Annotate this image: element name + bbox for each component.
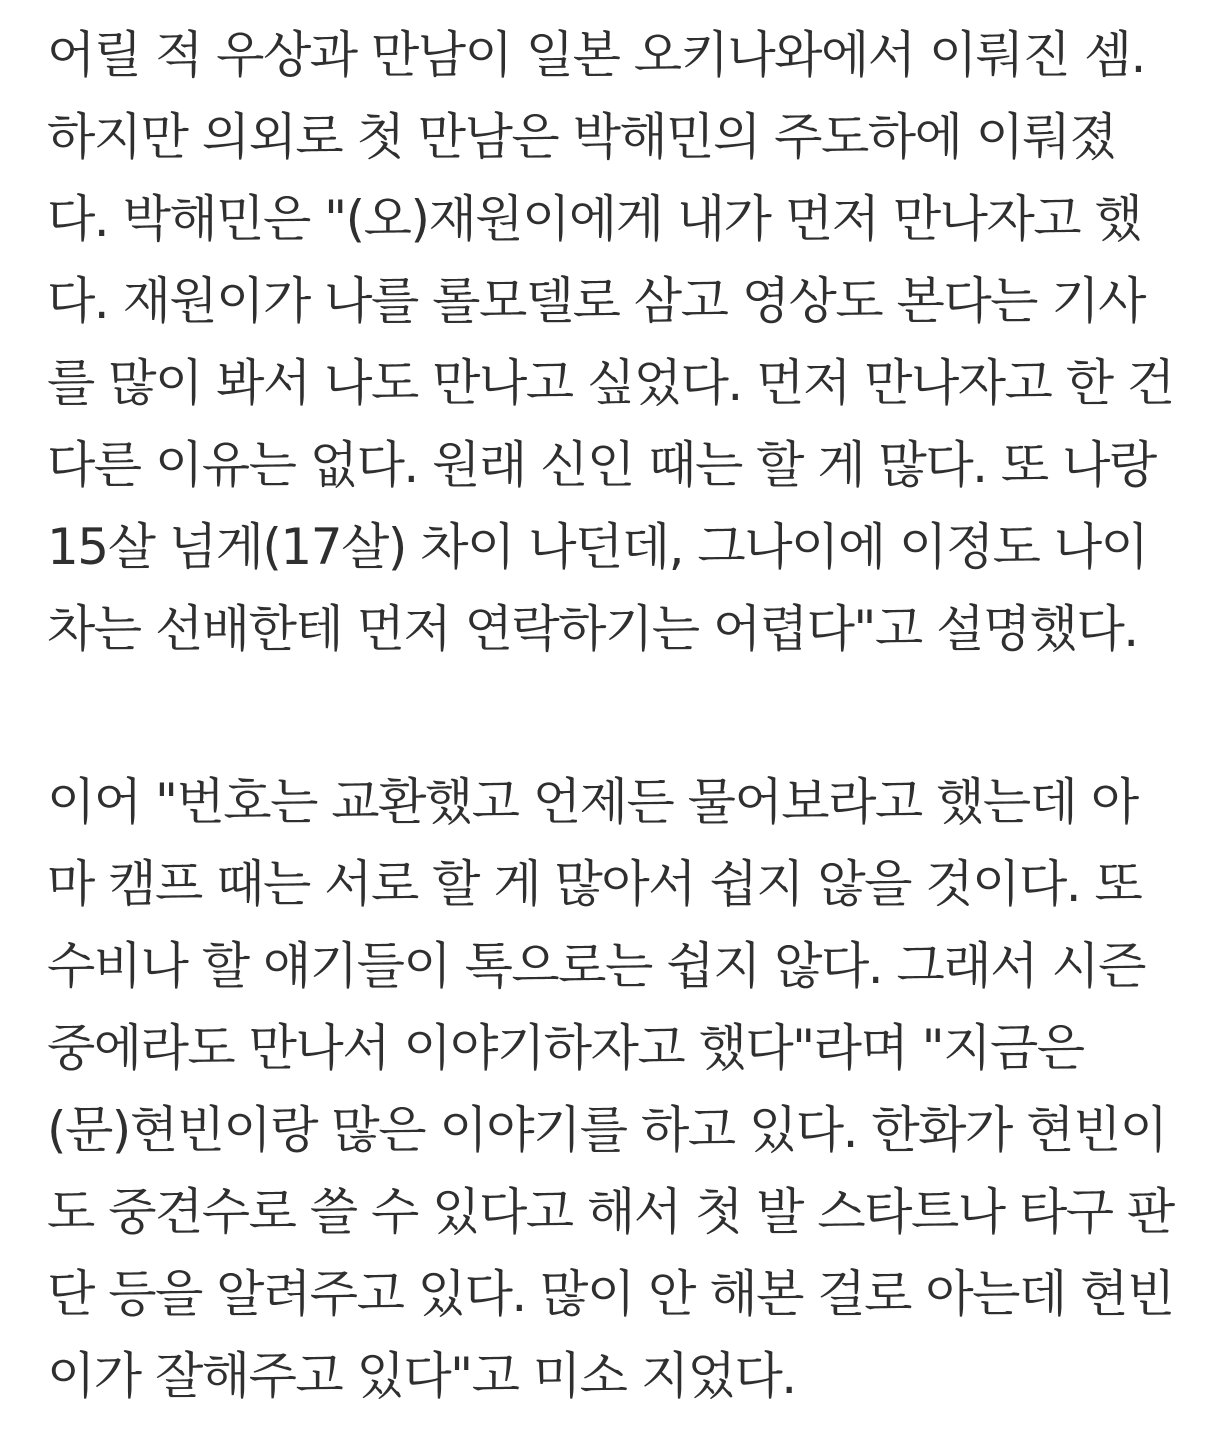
text-line: 단 등을 알려주고 있다. 많이 안 해본 걸로 아는데 현빈 <box>47 1265 1174 1323</box>
text-line: 15살 넘게(17살) 차이 나던데, 그나이에 이정도 나이 <box>47 518 1148 576</box>
text-line: 이어 "번호는 교환했고 언제든 물어보라고 했는데 아 <box>47 773 1138 831</box>
text-line: 하지만 의외로 첫 만남은 박해민의 주도하에 이뤄졌 <box>47 108 1117 166</box>
text-line: 를 많이 봐서 나도 만나고 싶었다. 먼저 만나자고 한 건 <box>47 354 1174 412</box>
text-line: 다. 재원이가 나를 롤모델로 삼고 영상도 본다는 기사 <box>47 272 1145 330</box>
text-line: (문)현빈이랑 많은 이야기를 하고 있다. 한화가 현빈이 <box>47 1101 1167 1159</box>
article-paragraph-2 <box>47 761 1190 1417</box>
text-line: 도 중견수로 쓸 수 있다고 해서 첫 발 스타트나 타구 판 <box>47 1183 1174 1241</box>
text-line: 이가 잘해주고 있다"고 미소 지었다. <box>47 1347 796 1405</box>
text-line: 수비나 할 얘기들이 톡으로는 쉽지 않다. 그래서 시즌 <box>47 937 1145 995</box>
text-line: 다. 박해민은 "(오)재원이에게 내가 먼저 만나자고 했 <box>47 190 1142 248</box>
text-line: 다른 이유는 없다. 원래 신인 때는 할 게 많다. 또 나랑 <box>47 436 1156 494</box>
text-line: 마 캠프 때는 서로 할 게 많아서 쉽지 않을 것이다. 또 <box>47 855 1142 913</box>
text-line: 중에라도 만나서 이야기하자고 했다"라며 "지금은 <box>47 1019 1084 1077</box>
article-paragraph-1 <box>47 14 1190 670</box>
text-line: 어릴 적 우상과 만남이 일본 오키나와에서 이뤄진 셈. <box>47 26 1145 84</box>
text-line: 차는 선배한테 먼저 연락하기는 어렵다"고 설명했다. <box>47 600 1138 658</box>
